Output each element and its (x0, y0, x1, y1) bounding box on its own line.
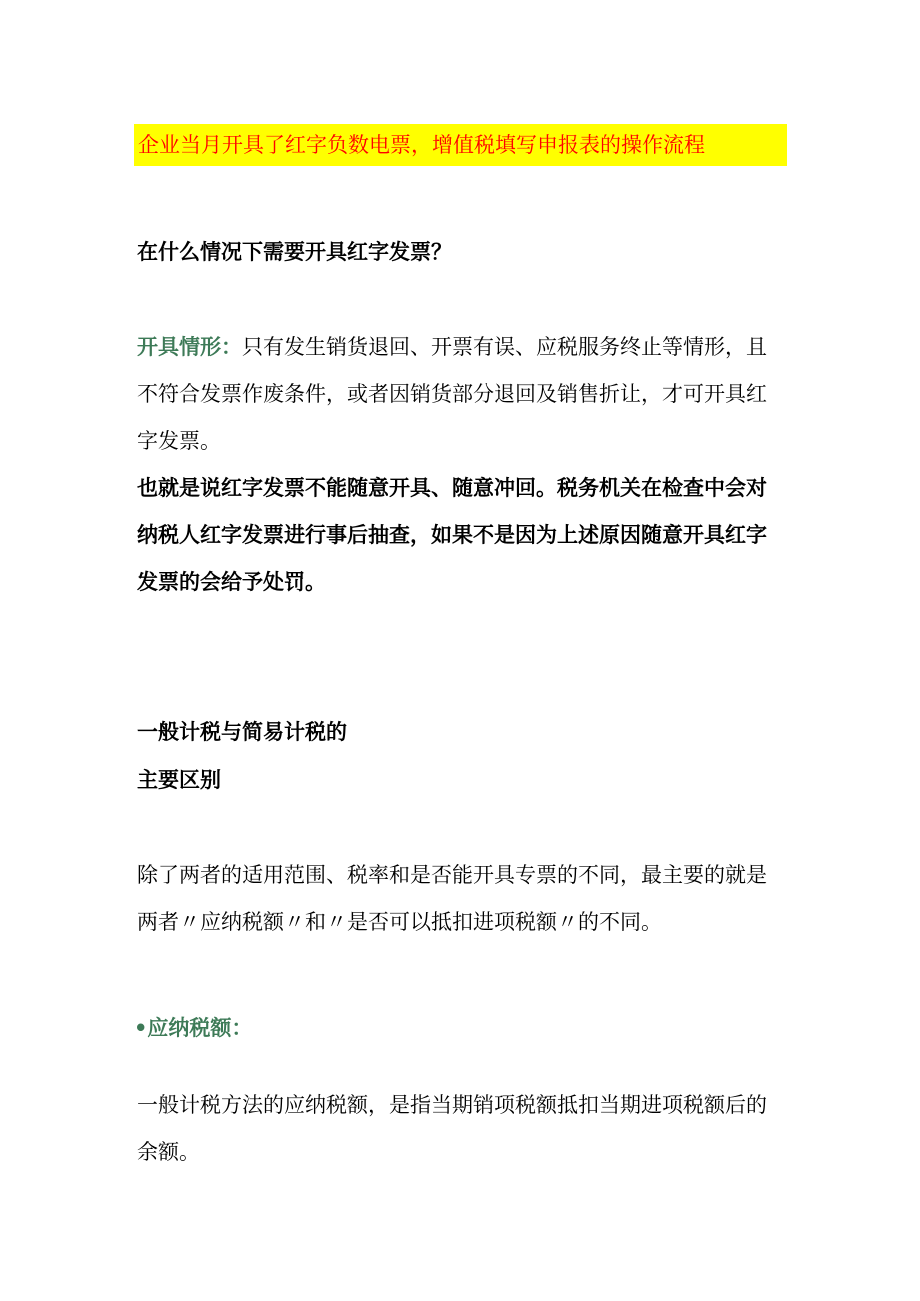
comparison-intro-paragraph: 除了两者的适用范围、税率和是否能开具专票的不同，最主要的就是两者〃应纳税额〃和〃是否可以抵扣进项税额〃的不同。 (137, 863, 767, 934)
section-heading-line2: 主要区别 (137, 768, 221, 792)
issuance-body: 只有发生销货退回、开票有误、应税服务终止等情形，且不符合发票作废条件，或者因销货部分退回及销售折让，才可开具红字发票。 (137, 335, 767, 453)
section-heading-line1: 一般计税与简易计税的 (137, 720, 347, 744)
emphasis-paragraph: 也就是说红字发票不能随意开具、随意冲回。税务机关在检查中会对纳税人红字发票进行事后抽查，如果不是因为上述原因随意开具红字发票的会给予处罚。 (137, 476, 767, 594)
document-title: 企业当月开具了红字负数电票，增值税填写申报表的操作流程 (138, 133, 705, 157)
tax-payable-definition: 一般计税方法的应纳税额，是指当期销项税额抵扣当期进项税额后的余额。 (137, 1093, 767, 1164)
tax-payable-bullet: •应纳税额： (134, 1016, 253, 1040)
issuance-conditions-paragraph (137, 324, 777, 465)
question-heading: 在什么情况下需要开具红字发票？ (137, 240, 452, 264)
title-highlight (134, 124, 787, 166)
issuance-label: 开具情形： (137, 335, 242, 359)
